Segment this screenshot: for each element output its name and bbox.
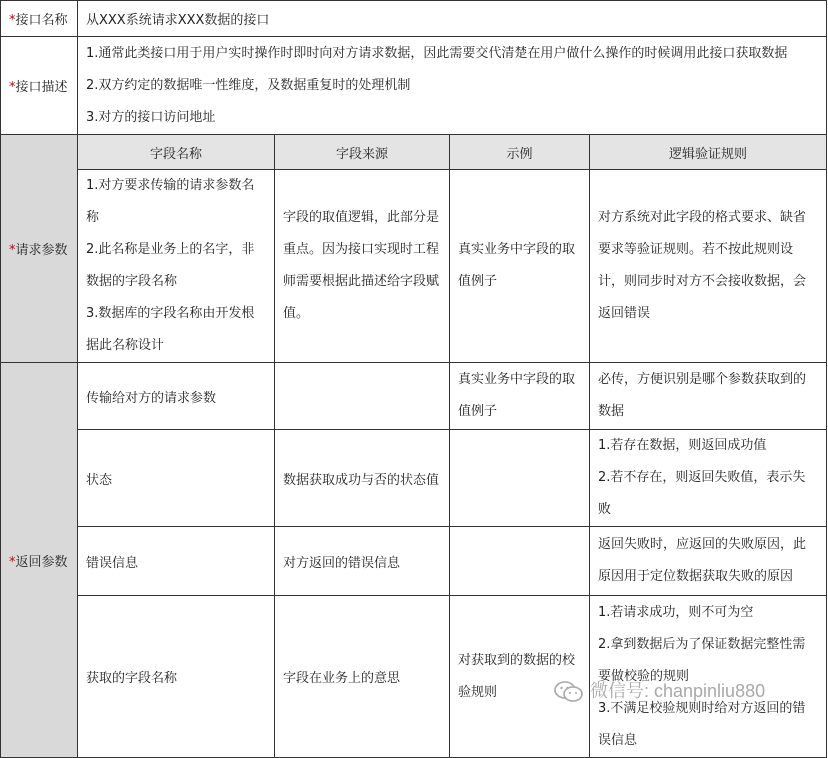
response-example: 对获取到的数据的校验规则 (450, 596, 590, 758)
rule-line: 2.若不存在，则返回失败值，表示失败 (598, 470, 806, 517)
watermark-text: 微信号: chanpinliu880 (590, 681, 766, 701)
rule-line: 1.若存在数据，则返回成功值 (598, 438, 767, 453)
rule-line: 1.若请求成功，则不可为空 (598, 604, 754, 620)
header-validation-rule: 逻辑验证规则 (590, 135, 827, 170)
label-interface-desc: *接口描述 (1, 37, 78, 135)
response-field-source: 字段在业务上的意思 (275, 596, 450, 758)
request-field-name (78, 170, 275, 363)
label-interface-name: *接口名称 (1, 1, 78, 37)
response-field-name: 传输给对方的请求参数 (78, 363, 275, 430)
row-request-content (1, 170, 827, 363)
rule-line: 2.拿到数据后为了保证数据完整性需要做校验的规则 (598, 636, 806, 684)
response-field-source (275, 363, 450, 430)
header-example: 示例 (450, 135, 590, 170)
header-field-name: 字段名称 (78, 135, 275, 170)
request-example: 真实业务中字段的取值例子 (450, 170, 590, 363)
rule-line: 3.不满足校验规则时给对方返回的错误信息 (598, 700, 806, 748)
request-field-line: 1.对方要求传输的请求参数名称 (86, 178, 255, 225)
response-rule (590, 430, 827, 527)
row-response-2 (1, 430, 827, 527)
response-rule: 返回失败时，应返回的失败原因，此原因用于定位数据获取失败的原因 (590, 527, 827, 596)
desc-line: 3.对方的接口访问地址 (86, 109, 216, 125)
response-example (450, 430, 590, 527)
request-validation-rule: 对方系统对此字段的格式要求、缺省要求等验证规则。若不按此规则设计，则同步时对方不会接收数据，会返回错误 (590, 170, 827, 363)
wechat-icon (554, 680, 584, 704)
response-field-name: 状态 (78, 430, 275, 527)
response-field-name: 错误信息 (78, 527, 275, 596)
watermark (554, 677, 765, 704)
row-interface-name (1, 1, 827, 37)
response-example (450, 527, 590, 596)
response-field-source: 数据获取成功与否的状态值 (275, 430, 450, 527)
required-mark: * (9, 554, 16, 570)
label-request-params: *请求参数 (1, 135, 78, 363)
row-response-1 (1, 363, 827, 430)
row-interface-desc (1, 37, 827, 135)
desc-line: 2.双方约定的数据唯一性维度，及数据重复时的处理机制 (86, 77, 411, 93)
required-mark: * (9, 80, 16, 95)
label-response-params: *返回参数 (1, 363, 78, 758)
response-field-name: 获取的字段名称 (78, 596, 275, 758)
request-field-source: 字段的取值逻辑，此部分是重点。因为接口实现时工程师需要根据此描述给字段赋值。 (275, 170, 450, 363)
header-field-source: 字段来源 (275, 135, 450, 170)
response-rule: 必传，方便识别是哪个参数获取到的数据 (590, 363, 827, 430)
response-field-source: 对方返回的错误信息 (275, 527, 450, 596)
value-interface-desc (78, 37, 827, 135)
response-example: 真实业务中字段的取值例子 (450, 363, 590, 430)
row-response-3 (1, 527, 827, 596)
request-field-line: 3.数据库的字段名称由开发根据此名称设计 (86, 306, 255, 353)
request-field-line: 2.此名称是业务上的名字，非数据的字段名称 (86, 242, 255, 289)
desc-line: 1.通常此类接口用于用户实时操作时即时向对方请求数据，因此需要交代清楚在用户做什么操作的时候调用此接口获取数据 (86, 45, 788, 61)
row-request-header (1, 135, 827, 170)
value-interface-name: 从XXX系统请求XXX数据的接口 (78, 1, 827, 37)
required-mark: * (9, 243, 16, 258)
required-mark: * (9, 13, 16, 28)
